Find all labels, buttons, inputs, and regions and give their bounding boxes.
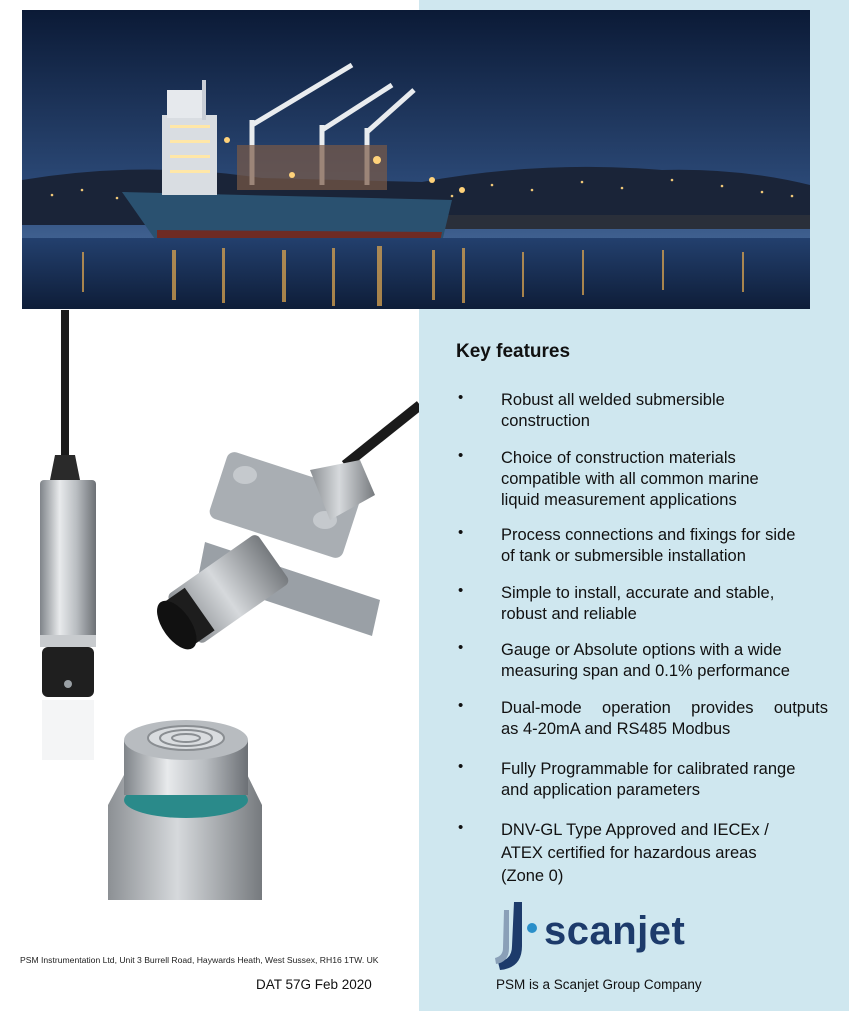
product-photos-pressure-sensors [0, 310, 419, 910]
side-mount-sensor-image [148, 405, 419, 658]
feature-item [456, 759, 828, 801]
group-company-statement: PSM is a Scanjet Group Company [496, 977, 702, 992]
flush-diaphragm-sensor-image [108, 720, 262, 900]
feature-text-line: as 4-20mA and RS485 Modbus [501, 720, 731, 738]
feature-item [456, 448, 828, 511]
feature-item [456, 390, 828, 432]
feature-text-line: construction [501, 412, 590, 430]
feature-text-line: Gauge or Absolute options with a wide [501, 641, 782, 659]
document-code-date: DAT 57G Feb 2020 [256, 977, 372, 992]
bullet-icon: • [458, 758, 464, 775]
bullet-icon: • [458, 819, 464, 836]
feature-text-line: (Zone 0) [501, 867, 564, 885]
feature-text-line: Robust all welded submersible [501, 391, 725, 409]
feature-text-line: measuring span and 0.1% performance [501, 662, 790, 680]
bullet-icon: • [458, 697, 464, 714]
feature-text-line: Fully Programmable for calibrated range [501, 760, 796, 778]
scanjet-logo-mark-icon [492, 898, 542, 973]
feature-item [456, 698, 828, 740]
feature-text-line: compatible with all common marine [501, 470, 759, 488]
feature-item [456, 640, 828, 682]
feature-text-line: Choice of construction materials [501, 449, 736, 467]
bullet-icon: • [458, 582, 464, 599]
bullet-icon: • [458, 639, 464, 656]
bullet-icon: • [458, 389, 464, 406]
key-features-heading: Key features [456, 341, 571, 362]
feature-text-line: of tank or submersible installation [501, 547, 746, 565]
feature-text-line: and application parameters [501, 781, 701, 799]
feature-item [456, 525, 828, 567]
feature-item [456, 583, 828, 625]
feature-text-line: Dual-mode operation provides outputs [501, 699, 828, 717]
feature-item [456, 819, 828, 888]
bullet-icon: • [458, 524, 464, 541]
feature-text-line: robust and reliable [501, 605, 637, 623]
feature-text-line: ATEX certified for hazardous areas [501, 844, 757, 862]
submersible-sensor-image [40, 310, 96, 760]
scanjet-logo-wordmark: scanjet [544, 909, 686, 953]
feature-text-line: liquid measurement applications [501, 491, 737, 509]
company-address: PSM Instrumentation Ltd, Unit 3 Burrell Road, Haywards Heath, West Sussex, RH16 1TW. UK [20, 955, 379, 965]
feature-text-line: Process connections and fixings for side [501, 526, 796, 544]
feature-text-line: DNV-GL Type Approved and IECEx / [501, 821, 769, 839]
hero-photo-ship-at-port [22, 10, 810, 309]
feature-text-line: Simple to install, accurate and stable, [501, 584, 775, 602]
bullet-icon: • [458, 447, 464, 464]
